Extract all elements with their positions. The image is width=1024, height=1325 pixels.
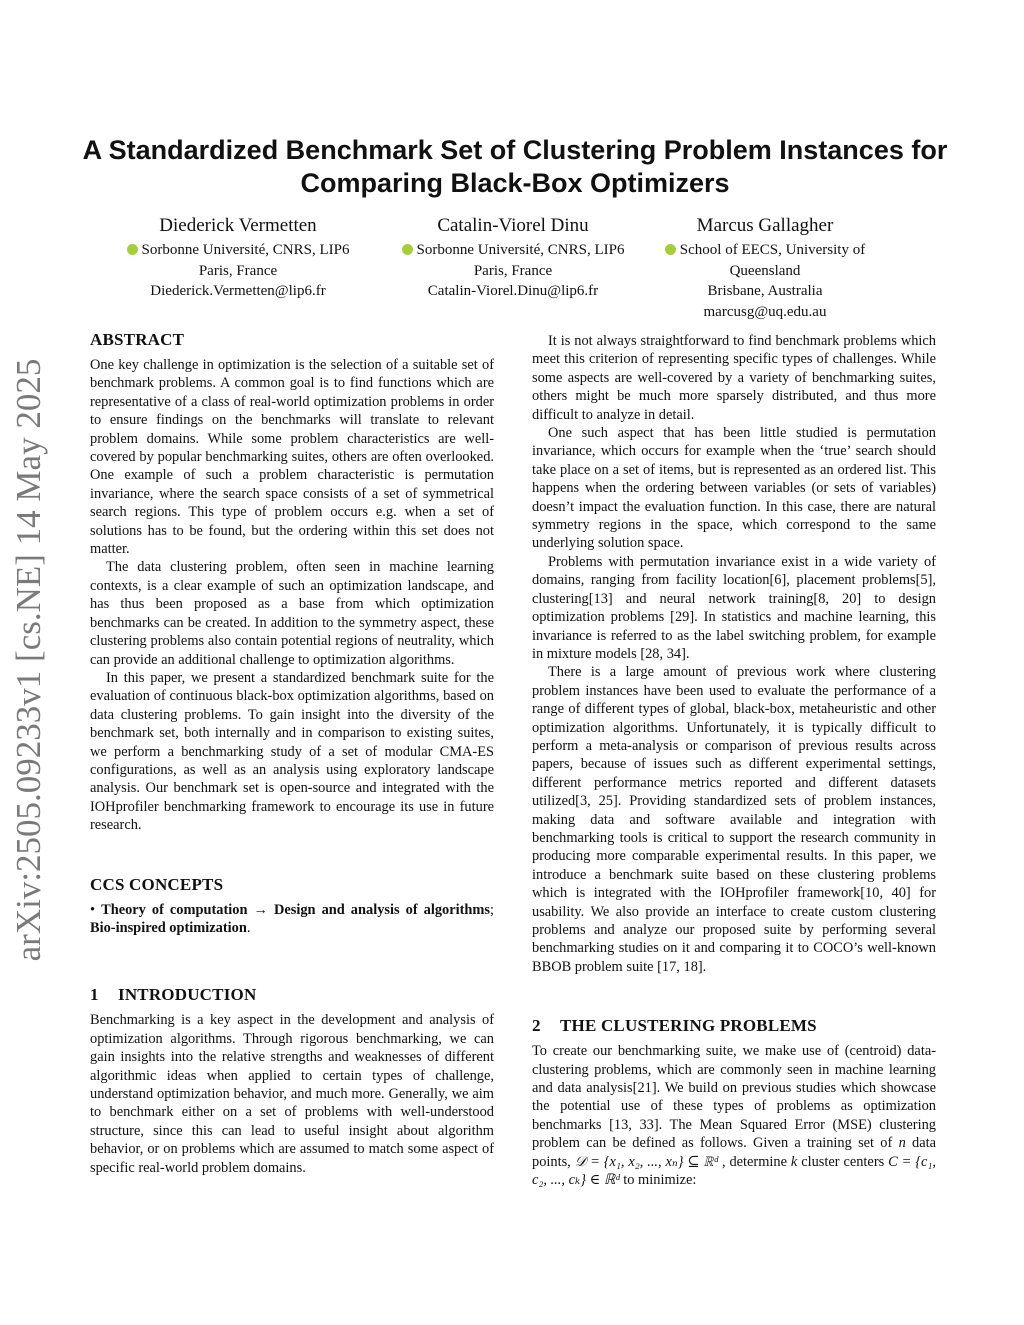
arxiv-stamp-text: arXiv:2505.09233v1 [cs.NE] 14 May 2025 xyxy=(9,358,48,962)
intro-heading: 1 INTRODUCTION xyxy=(90,985,257,1005)
abstract-heading: ABSTRACT xyxy=(90,330,185,349)
intro-paragraph: Benchmarking is a key aspect in the development and analysis of optimization algorithms. Through rigorous benchmarking, we can gain insights into the relative strengths and weaknesses of different algorithmic ideas when applied to certain types of challenge, understand optimization behavior, and much more. Generally, we aim to benchmark either on a set of problems with well-understood structure, since this can lead to useful insight about algorithm behavior, or on problems which are assumed to match some aspect of specific real-world problem domains. xyxy=(90,1012,494,1176)
paper-title: A Standardized Benchmark Set of Clustering Problem Instances for Comparing Black-Box Optimizers xyxy=(82,135,948,198)
body-paragraph: It is not always straightforward to find benchmark problems which meet this criterion of representing specific types of challenges. While some aspects are well-covered by a variety of benchmarking suites, others might be much more sparsely distributed, and thus more difficult to analyze in detail. xyxy=(532,333,936,423)
author-location: Paris, France xyxy=(473,262,553,279)
author-block-1 xyxy=(88,214,388,302)
author-block-2 xyxy=(363,214,663,302)
author-email[interactable]: Catalin-Viorel.Dinu@lip6.fr xyxy=(427,283,599,299)
author-location: Paris, France xyxy=(198,262,278,279)
author-email[interactable]: marcusg@uq.edu.au xyxy=(703,303,827,320)
author-affiliation: Sorbonne Université, CNRS, LIP6 xyxy=(416,242,625,258)
author-affiliation: Sorbonne Université, CNRS, LIP6 xyxy=(141,242,350,258)
right-column xyxy=(532,332,936,1189)
orcid-icon[interactable] xyxy=(665,244,676,255)
author-email[interactable]: Diederick.Vermetten@lip6.fr xyxy=(150,283,326,299)
section2-heading: 2 THE CLUSTERING PROBLEMS xyxy=(532,1016,817,1036)
abstract-paragraph: In this paper, we present a standardized benchmark suite for the evaluation of continuous black-box optimization algorithms, based on data clustering problems. To gain insight into the diversity of the benchmark set, both internally and in comparison to existing suites, we perform a benchmarking study of a set of modular CMA-ES configurations, as well as an analysis using exploratory landscape analysis. Our benchmark set is open-source and integrated with the IOHprofiler benchmarking framework to encourage its use in future research. xyxy=(90,669,494,834)
author-name: Catalin-Viorel Dinu xyxy=(437,215,589,236)
ccs-heading: CCS CONCEPTS xyxy=(90,874,224,894)
body-paragraph: One such aspect that has been little studied is permutation invariance, which occurs for example when the ‘true’ search should take place on a set of items, but is represented as an ordered list. This happens when the ordering between variables (or sets of variables) doesn’t impact the evaluation function. In this case, there are natural symmetry regions in the space, which correspond to the same underlying solution space. xyxy=(532,425,936,552)
author-affiliation: School of EECS, University of Queensland xyxy=(679,242,866,279)
author-name: Marcus Gallagher xyxy=(696,215,834,236)
author-name: Diederick Vermetten xyxy=(159,215,317,236)
body-paragraph: There is a large amount of previous work where clustering problem instances have been used to evaluate the performance of a range of different types of global, black-box, metaheuristic and other optimization algorithms. Unfortunately, it is typically difficult to perform a meta-analysis or comparison of previous results across papers, because of issues such as different experimental settings, different performance metrics reported and different datasets utilized[3, 25]. Providing standardized sets of problem instances, making data and software available and integration with benchmarking tools is critical to support the research community in producing more comparable experimental results. In this paper, we introduce a benchmark suite based on these clustering problems which is integrated with the IOHprofiler framework[10, 40] for usability. We also provide an interface to create custom clustering problems and analyze our proposed suite by performing several benchmarking studies on it and comparing it to COCO’s well-known BBOB problem suite [17, 18]. xyxy=(532,664,936,975)
orcid-icon[interactable] xyxy=(402,244,413,255)
abstract-paragraph: The data clustering problem, often seen in machine learning contexts, is a clear example of such an optimization landscape, and has thus been proposed as a base from which optimization benchmarks can be created. In addition to the symmetry aspect, these clustering problems also contain potential regions of neutrality, which can provide an additional challenge to optimization algorithms. xyxy=(90,559,494,668)
body-paragraph: Problems with permutation invariance exist in a wide variety of domains, ranging from facility location[6], placement problems[5], clustering[13] and neural network training[8, 20] to design optimization problems [29]. In statistics and machine learning, this invariance is referred to as the label switching problem, for example in mixture models [28, 34]. xyxy=(532,553,936,662)
section2-paragraph: To create our benchmarking suite, we make use of (centroid) data-clustering problems, which are commonly seen in machine learning and data analysis[21]. We build on previous studies which showcase the potential use of these types of problems as optimization benchmarks [13, 33]. The Mean Squared Error (MSE) clustering problem can be defined as follows. Given a training set of n data points, 𝒟 = {x₁, x₂, ..., xₙ} ⊆ ℝᵈ , determine k cluster centers C = {c₁, c₂, ..., cₖ} ∈ ℝᵈ to minimize: xyxy=(532,1043,936,1189)
author-block-3 xyxy=(640,214,890,322)
ccs-concepts: • Theory of computation → Design and analysis of algorithms; Bio-inspired optimization. xyxy=(90,901,494,936)
orcid-icon[interactable] xyxy=(127,244,138,255)
left-column xyxy=(90,330,494,1177)
author-location: Brisbane, Australia xyxy=(707,283,823,299)
abstract-paragraph: One key challenge in optimization is the selection of a suitable set of benchmark problems. A common goal is to find functions which are representative of a class of real-world optimization problems in order to ensure findings on the benchmarks will translate to relevant problem domains. While some problem characteristics are well-covered by popular benchmarking suites, others are often overlooked. One example of such a problem characteristic is permutation invariance, where the search space consists of a set of symmetrical search regions. This type of problem occurs e.g. when a set of solutions has to be found, but the ordering within this set does not matter. xyxy=(90,357,494,558)
